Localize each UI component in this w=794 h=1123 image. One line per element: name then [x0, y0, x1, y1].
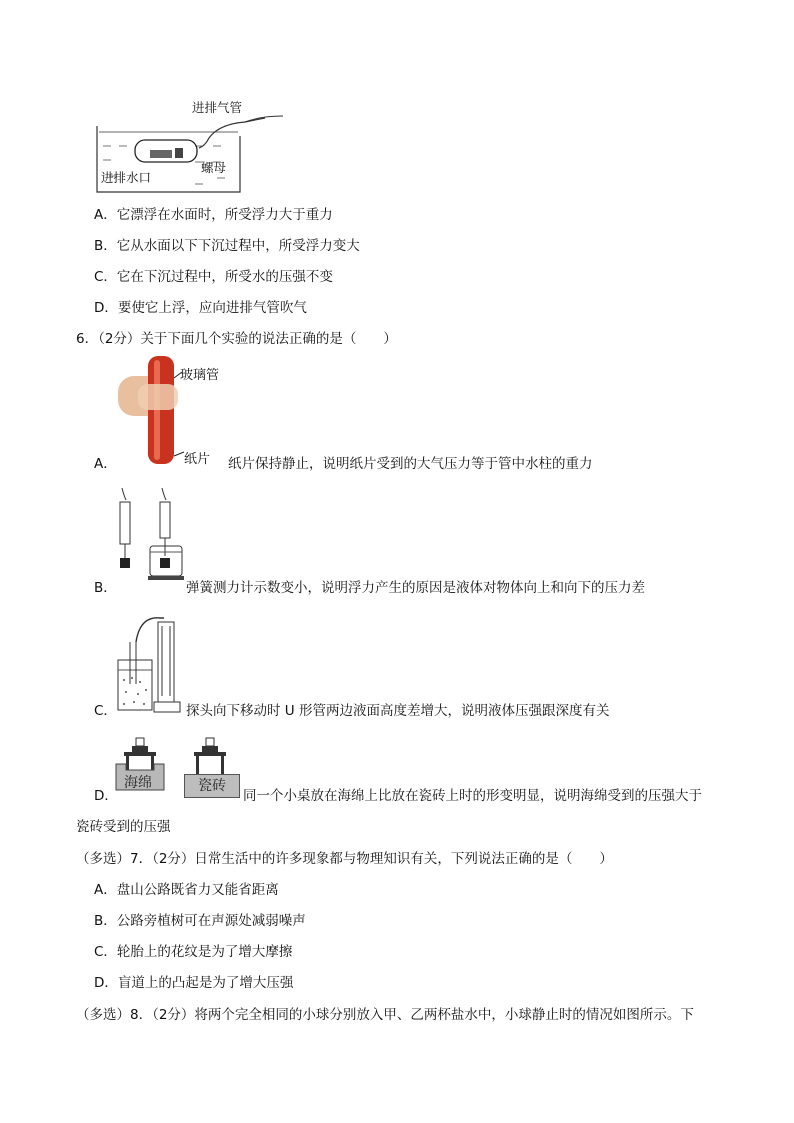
u-tube-figure — [114, 612, 186, 718]
label-nut: 螺母 — [201, 160, 227, 175]
q6-option-c-prefix: C． — [94, 703, 117, 719]
q7-option-c: C．轮胎上的花纹是为了增大摩擦 — [94, 944, 293, 960]
label-paper: 纸片 — [184, 452, 211, 467]
glass-tube-figure — [118, 356, 228, 468]
q8-stem: （多选）8．（2分）将两个完全相同的小球分别放入甲、乙两杯盐水中，小球静止时的情况如图所示。下 — [76, 1007, 694, 1023]
tile-block — [184, 774, 240, 798]
q6-option-d-prefix: D． — [94, 788, 118, 804]
q5-option-c: C．它在下沉过程中，所受水的压强不变 — [94, 269, 333, 285]
pressure-table-figure — [114, 736, 244, 802]
label-tile: 瓷砖 — [198, 778, 226, 794]
q6-option-d-text-1: 同一个小桌放在海绵上比放在瓷砖上时的形变明显，说明海绵受到的压强大于 — [243, 788, 702, 804]
spring-scale-diagram — [114, 486, 186, 586]
label-sponge: 海绵 — [124, 775, 152, 791]
q7-option-a: A．盘山公路既省力又能省距离 — [94, 882, 279, 898]
q6-option-d-text-2: 瓷砖受到的压强 — [76, 819, 171, 835]
label-glass-tube: 玻璃管 — [180, 368, 220, 383]
spring-scale-figure — [114, 486, 186, 586]
q6-option-b-prefix: B． — [94, 580, 117, 596]
q6-option-c-text: 探头向下移动时 U 形管两边液面高度差增大，说明液体压强跟深度有关 — [186, 703, 610, 719]
submarine-figure — [95, 98, 285, 194]
q7-option-b: B．公路旁植树可在声源处减弱噪声 — [94, 913, 306, 929]
q5-option-a: A．它漂浮在水面时，所受浮力大于重力 — [94, 207, 333, 223]
q5-option-d: D．要使它上浮，应向进排气管吹气 — [94, 300, 307, 316]
label-inlet: 进排水口 — [101, 170, 152, 185]
q6-option-b-text: 弹簧测力计示数变小，说明浮力产生的原因是液体对物体向上和向下的压力差 — [186, 580, 645, 596]
u-tube-manometer — [114, 612, 186, 718]
q6-option-a-text: 纸片保持静止，说明纸片受到的大气压力等于管中水柱的重力 — [228, 456, 593, 472]
q7-option-d: D．盲道上的凸起是为了增大压强 — [94, 975, 294, 991]
label-pipe: 进排气管 — [192, 100, 243, 115]
q6-option-a-prefix: A． — [94, 456, 117, 472]
q5-option-b: B．它从水面以下下沉过程中，所受浮力变大 — [94, 238, 360, 254]
q7-stem: （多选）7．（2分）日常生活中的许多现象都与物理知识有关，下列说法正确的是（ ） — [76, 851, 613, 867]
q6-stem: 6．（2分）关于下面几个实验的说法正确的是（ ） — [76, 331, 397, 347]
